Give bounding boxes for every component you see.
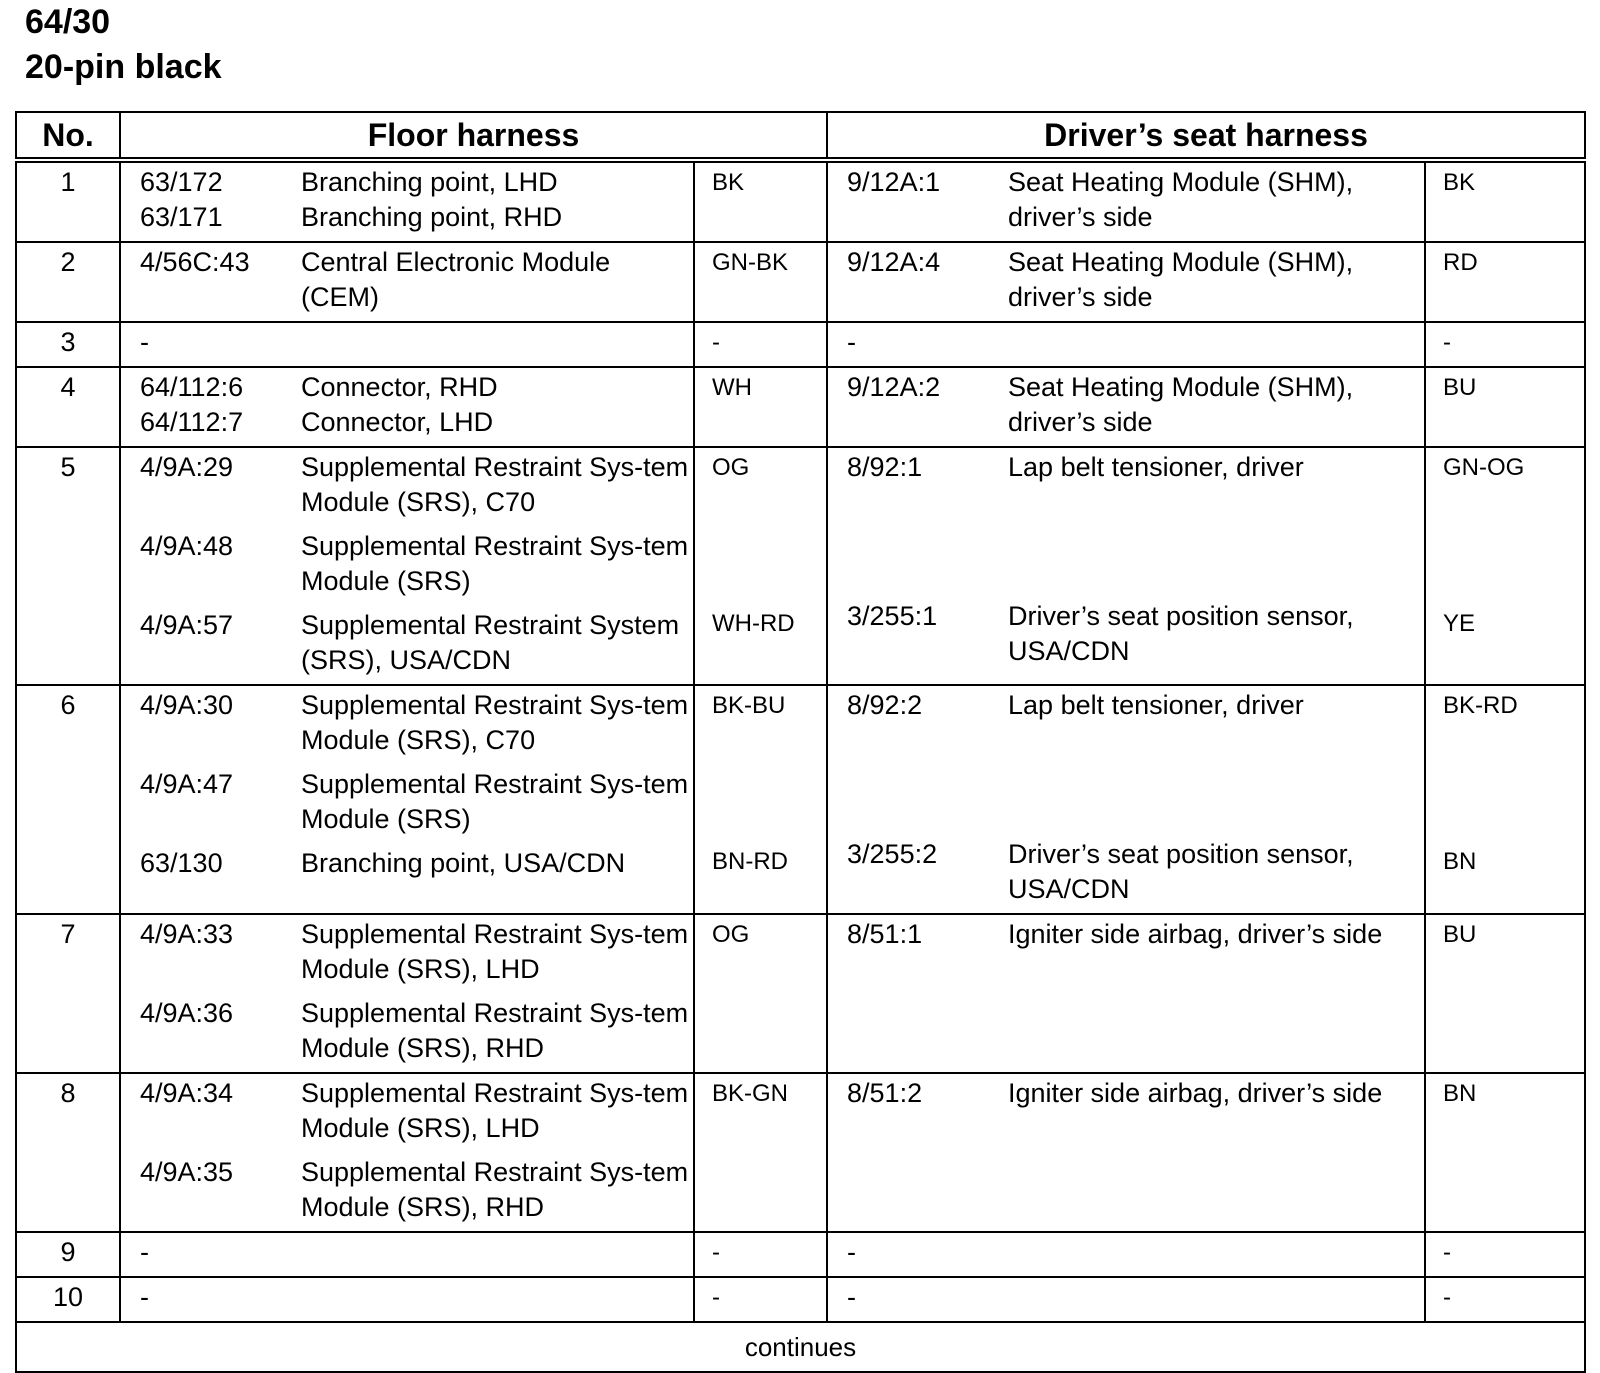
- floor-pin-entry: [121, 529, 693, 599]
- seat-pin-code: 9/12A:2: [847, 372, 941, 402]
- seat-pin-entry: [828, 165, 1424, 235]
- seat-pin-code: 8/51:1: [847, 919, 923, 949]
- wire-color: -: [712, 329, 720, 356]
- seat-pin-entry: [828, 245, 1424, 315]
- pin-number: 6: [16, 685, 120, 914]
- floor-pin-description: Supplemental Restraint Sys-tem Module (SRS), LHD: [301, 1078, 689, 1143]
- floor-colors-cell: [694, 322, 827, 367]
- floor-pin-code: 4/56C:43: [140, 247, 250, 277]
- floor-pin-code: 4/9A:47: [140, 769, 234, 799]
- seat-pin-code: 8/92:2: [847, 690, 923, 720]
- floor-pin-code: 63/172: [140, 167, 223, 197]
- wire-color: GN-BK: [712, 249, 789, 276]
- table-row: [16, 1073, 1585, 1232]
- seat-colors-cell: [1425, 367, 1585, 447]
- wire-color: OG: [712, 921, 750, 948]
- floor-pin-code: 4/9A:35: [140, 1157, 234, 1187]
- floor-pin-description: Supplemental Restraint Sys-tem Module (SRS), C70: [301, 452, 689, 517]
- seat-pin-code: 8/51:2: [847, 1078, 923, 1108]
- floor-pin-entry: [121, 200, 693, 235]
- floor-pin-code: 64/112:6: [140, 372, 244, 402]
- seat-pin-entry: [828, 450, 1424, 485]
- floor-colors-cell: [694, 160, 827, 242]
- table-header-row: [16, 112, 1585, 160]
- seat-colors-cell: [1425, 914, 1585, 1073]
- wire-color: -: [1443, 329, 1452, 356]
- floor-harness-cell: [120, 367, 694, 447]
- seat-pin-code: 9/12A:4: [847, 247, 941, 277]
- seat-pin-description: Seat Heating Module (SHM), driver’s side: [1008, 247, 1354, 312]
- floor-pin-description: Branching point, LHD: [301, 167, 558, 197]
- wire-color: -: [712, 1239, 720, 1266]
- wire-color: RD: [1443, 249, 1478, 276]
- floor-colors-cell: [694, 1073, 827, 1232]
- floor-pin-entry: [121, 325, 693, 360]
- floor-harness-cell: [120, 914, 694, 1073]
- seat-pin-description: Seat Heating Module (SHM), driver’s side: [1008, 372, 1354, 437]
- floor-pin-description: [301, 1235, 693, 1270]
- floor-pin-code: -: [140, 1282, 149, 1312]
- floor-pin-description: Supplemental Restraint Sys-tem Module (SRS), RHD: [301, 998, 689, 1063]
- seat-pin-entry: [828, 688, 1424, 723]
- continues-note: continues: [16, 1322, 1585, 1372]
- table-row: [16, 1277, 1585, 1322]
- wire-color: BU: [1443, 374, 1477, 401]
- seat-pin-description: Driver’s seat position sensor, USA/CDN: [1008, 601, 1354, 666]
- seat-harness-cell: [827, 160, 1425, 242]
- floor-pin-entry: [121, 846, 693, 881]
- seat-pin-code: 3/255:1: [847, 601, 938, 631]
- floor-pin-description: Central Electronic Module (CEM): [301, 247, 611, 312]
- floor-harness-cell: [120, 242, 694, 322]
- floor-pin-description: Supplemental Restraint Sys-tem Module (SRS), RHD: [301, 1157, 689, 1222]
- floor-pin-description: Supplemental Restraint System (SRS), USA/CDN: [301, 610, 680, 675]
- seat-pin-description: Lap belt tensioner, driver: [1008, 452, 1304, 482]
- floor-pin-entry: [121, 608, 693, 678]
- seat-pin-description: [1008, 1235, 1424, 1270]
- floor-pin-entry: [121, 1076, 693, 1146]
- floor-harness-cell: [120, 1073, 694, 1232]
- header-no: No.: [16, 112, 120, 160]
- header-seat-harness: Driver’s seat harness: [827, 112, 1585, 160]
- seat-pin-code: -: [847, 1237, 857, 1267]
- wire-color: BN: [1443, 1080, 1477, 1107]
- seat-pin-description: [1008, 1280, 1424, 1315]
- floor-pin-entry: [121, 688, 693, 758]
- seat-pin-description: Igniter side airbag, driver’s side: [1008, 1078, 1383, 1108]
- wire-color: BU: [1443, 921, 1477, 948]
- seat-pin-entry: [828, 917, 1424, 952]
- table-footer-row: [16, 1322, 1585, 1372]
- seat-harness-cell: [827, 367, 1425, 447]
- floor-pin-entry: [121, 370, 693, 405]
- seat-harness-cell: [827, 1277, 1425, 1322]
- seat-harness-cell: [827, 322, 1425, 367]
- wire-color: YE: [1443, 610, 1476, 637]
- table-row: [16, 914, 1585, 1073]
- floor-harness-cell: [120, 1277, 694, 1322]
- floor-colors-cell: [694, 1277, 827, 1322]
- connector-type: 20-pin black: [25, 48, 222, 86]
- pin-number: 10: [16, 1277, 120, 1322]
- floor-pin-description: [301, 1280, 693, 1315]
- floor-pin-code: -: [140, 1237, 149, 1267]
- wire-color: BK: [712, 169, 745, 196]
- floor-pin-code: 4/9A:33: [140, 919, 234, 949]
- table-row: [16, 447, 1585, 685]
- seat-pin-entry: [828, 1280, 1424, 1315]
- seat-pin-description: Driver’s seat position sensor, USA/CDN: [1008, 839, 1354, 904]
- pin-number: 4: [16, 367, 120, 447]
- wire-color: OG: [712, 454, 750, 481]
- seat-pin-description: Lap belt tensioner, driver: [1008, 690, 1304, 720]
- floor-colors-cell: [694, 914, 827, 1073]
- floor-pin-code: 4/9A:34: [140, 1078, 234, 1108]
- seat-colors-cell: [1425, 1073, 1585, 1232]
- seat-pin-entry: [828, 325, 1424, 360]
- wire-color: BK: [1443, 169, 1476, 196]
- floor-pin-code: 63/130: [140, 848, 223, 878]
- seat-harness-cell: [827, 1073, 1425, 1232]
- seat-pin-code: 8/92:1: [847, 452, 923, 482]
- seat-pin-entry: [828, 1235, 1424, 1270]
- seat-pin-code: 9/12A:1: [847, 167, 941, 197]
- seat-colors-cell: [1425, 1277, 1585, 1322]
- pin-number: 9: [16, 1232, 120, 1277]
- table-row: [16, 1232, 1585, 1277]
- seat-pin-description: [1008, 325, 1424, 360]
- floor-pin-entry: [121, 1280, 693, 1315]
- seat-pin-entry: [828, 1076, 1424, 1111]
- floor-pin-code: 4/9A:29: [140, 452, 234, 482]
- floor-pin-description: Supplemental Restraint Sys-tem Module (SRS), C70: [301, 690, 689, 755]
- floor-pin-code: 64/112:7: [140, 407, 244, 437]
- floor-pin-code: 4/9A:57: [140, 610, 234, 640]
- wire-color: -: [712, 1284, 720, 1311]
- table-row: [16, 242, 1585, 322]
- floor-harness-cell: [120, 322, 694, 367]
- seat-colors-cell: [1425, 685, 1585, 914]
- floor-pin-entry: [121, 450, 693, 520]
- floor-pin-code: -: [140, 327, 149, 357]
- floor-pin-entry: [121, 405, 693, 440]
- wire-color: BK-BU: [712, 692, 786, 719]
- floor-colors-cell: [694, 242, 827, 322]
- seat-pin-description: Igniter side airbag, driver’s side: [1008, 919, 1383, 949]
- seat-pin-description: Seat Heating Module (SHM), driver’s side: [1008, 167, 1354, 232]
- floor-pin-entry: [121, 917, 693, 987]
- pinout-table: [15, 111, 1586, 1373]
- floor-harness-cell: [120, 685, 694, 914]
- floor-harness-cell: [120, 1232, 694, 1277]
- floor-pin-entry: [121, 1235, 693, 1270]
- wire-color: BK-RD: [1443, 692, 1518, 719]
- seat-colors-cell: [1425, 447, 1585, 685]
- seat-colors-cell: [1425, 242, 1585, 322]
- floor-pin-entry: [121, 1155, 693, 1225]
- seat-harness-cell: [827, 242, 1425, 322]
- seat-harness-cell: [827, 685, 1425, 914]
- floor-pin-entry: [121, 165, 693, 200]
- seat-pin-entry: [828, 837, 1424, 907]
- pin-number: 2: [16, 242, 120, 322]
- floor-pin-code: 63/171: [140, 202, 223, 232]
- floor-pin-description: Supplemental Restraint Sys-tem Module (SRS): [301, 531, 689, 596]
- wire-color: -: [1443, 1239, 1452, 1266]
- connector-id: 64/30: [25, 3, 111, 41]
- seat-pin-entry: [828, 599, 1424, 669]
- floor-harness-cell: [120, 447, 694, 685]
- floor-pin-description: [301, 325, 693, 360]
- floor-pin-description: Connector, LHD: [301, 407, 494, 437]
- seat-pin-code: 3/255:2: [847, 839, 938, 869]
- wire-color: BK-GN: [712, 1080, 789, 1107]
- floor-colors-cell: [694, 367, 827, 447]
- seat-colors-cell: [1425, 1232, 1585, 1277]
- floor-colors-cell: [694, 447, 827, 685]
- wire-color: WH: [712, 374, 752, 401]
- floor-pin-code: 4/9A:30: [140, 690, 234, 720]
- seat-colors-cell: [1425, 322, 1585, 367]
- floor-pin-code: 4/9A:36: [140, 998, 234, 1028]
- wire-color: BN-RD: [712, 848, 788, 875]
- floor-pin-code: 4/9A:48: [140, 531, 234, 561]
- floor-colors-cell: [694, 1232, 827, 1277]
- floor-pin-description: Supplemental Restraint Sys-tem Module (SRS), LHD: [301, 919, 689, 984]
- pin-number: 8: [16, 1073, 120, 1232]
- table-row: [16, 322, 1585, 367]
- table-row: [16, 367, 1585, 447]
- floor-pin-entry: [121, 245, 693, 315]
- table-row: [16, 160, 1585, 242]
- seat-pin-code: -: [847, 1282, 857, 1312]
- wire-color: WH-RD: [712, 610, 795, 637]
- floor-pin-entry: [121, 996, 693, 1066]
- wire-color: -: [1443, 1284, 1452, 1311]
- floor-pin-description: Branching point, USA/CDN: [301, 848, 626, 878]
- wire-color: GN-OG: [1443, 454, 1525, 481]
- seat-pin-code: -: [847, 327, 857, 357]
- floor-pin-description: Connector, RHD: [301, 372, 498, 402]
- pin-number: 1: [16, 160, 120, 242]
- pin-number: 3: [16, 322, 120, 367]
- seat-pin-entry: [828, 370, 1424, 440]
- pin-number: 7: [16, 914, 120, 1073]
- seat-harness-cell: [827, 447, 1425, 685]
- seat-colors-cell: [1425, 160, 1585, 242]
- seat-harness-cell: [827, 914, 1425, 1073]
- header-floor-harness: Floor harness: [120, 112, 827, 160]
- seat-harness-cell: [827, 1232, 1425, 1277]
- wire-color: BN: [1443, 848, 1477, 875]
- floor-colors-cell: [694, 685, 827, 914]
- table-row: [16, 685, 1585, 914]
- pin-number: 5: [16, 447, 120, 685]
- floor-harness-cell: [120, 160, 694, 242]
- floor-pin-description: Branching point, RHD: [301, 202, 563, 232]
- floor-pin-description: Supplemental Restraint Sys-tem Module (SRS): [301, 769, 689, 834]
- floor-pin-entry: [121, 767, 693, 837]
